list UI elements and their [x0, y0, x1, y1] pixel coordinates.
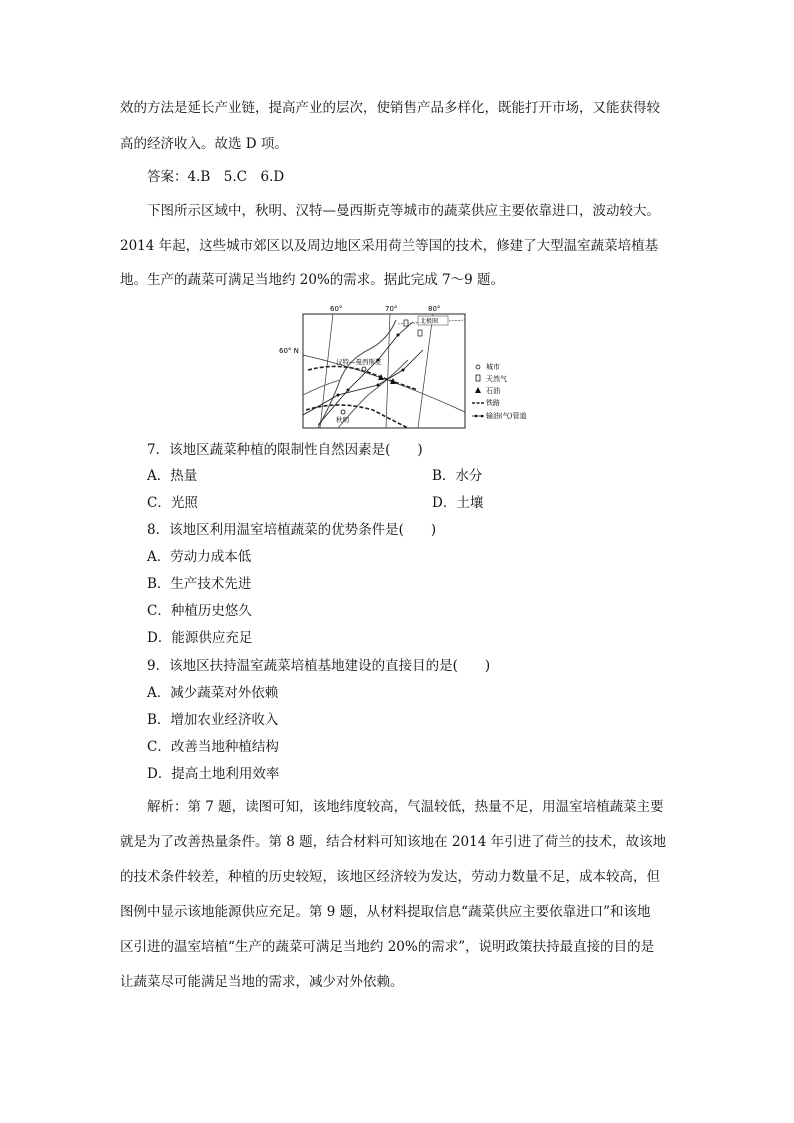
- legend-oil: 石油: [486, 387, 500, 395]
- analysis-line-1: 解析：第 7 题，读图可知，该地纬度较高，气温较低，热量不足，用温室培植蔬菜主要: [147, 799, 664, 815]
- legend-rail: 铁路: [486, 399, 500, 407]
- intro-line-1: 效的方法是延长产业链，提高产业的层次，使销售产品多样化，既能打开市场，又能获得较: [120, 100, 660, 116]
- city-khanty-mansiysk-marker: [362, 367, 366, 371]
- analysis-line-4: 图例中显示该地能源供应充足。第 9 题，从材料提取信息“蔬菜供应主要依靠进口”和该地: [120, 904, 651, 920]
- question-8-option-b: B．生产技术先进: [147, 576, 252, 592]
- lon-label-60: 60°: [330, 305, 343, 313]
- question-8-option-c: C．种植历史悠久: [147, 603, 252, 619]
- legend-gas: 天然气: [486, 375, 507, 383]
- lon-label-70: 70°: [385, 305, 398, 313]
- analysis-line-3: 的技术条件较差，种植的历史较短，该地区经济较为发达，劳动力数量不足，成本较高，但: [120, 869, 660, 885]
- material-line-3: 地。生产的蔬菜可满足当地约 20%的需求。据此完成 7～9 题。: [120, 272, 505, 288]
- legend-pipeline: 输油(气)管道: [486, 412, 527, 420]
- previous-answers: 答案：4.B 5.C 6.D: [147, 169, 285, 185]
- question-7-option-d: D．土壤: [432, 495, 484, 511]
- city-tyumen-marker: [341, 410, 345, 414]
- question-7-option-c: C．光照: [147, 495, 198, 511]
- question-9-stem: 9．该地区扶持温室蔬菜培植基地建设的直接目的是( ): [147, 658, 491, 674]
- gas-marker-1: [404, 320, 408, 326]
- arctic-circle-label: 北极圈: [420, 318, 439, 325]
- legend-city: 城市: [486, 363, 500, 371]
- material-line-2: 2014 年起，这些城市郊区以及周边地区采用荷兰等国的技术，修建了大型温室蔬菜培植基: [120, 238, 659, 254]
- question-7-option-b: B．水分: [432, 468, 483, 484]
- map-svg: [278, 300, 548, 430]
- gas-marker-2: [418, 330, 422, 336]
- city-tyumen-label: 秋明: [336, 416, 349, 424]
- material-line-1: 下图所示区域中，秋明、汉特—曼西斯克等城市的蔬菜供应主要依靠进口，波动较大。: [147, 203, 660, 219]
- city-khanty-mansiysk-label: 汉特—曼西斯克: [336, 358, 382, 366]
- question-9-option-a: A．减少蔬菜对外依赖: [147, 685, 279, 701]
- question-8-option-a: A．劳动力成本低: [147, 549, 252, 565]
- question-7-option-a: A．热量: [147, 468, 198, 484]
- question-9-option-b: B．增加农业经济收入: [147, 712, 279, 728]
- lat-label-60n: 60° N: [279, 347, 299, 355]
- question-9-option-d: D．提高土地利用效率: [147, 766, 280, 782]
- question-7-stem: 7．该地区蔬菜种植的限制性自然因素是( ): [147, 442, 423, 458]
- lon-label-80: 80°: [428, 305, 441, 313]
- map-legend: [472, 362, 526, 420]
- question-8-option-d: D．能源供应充足: [147, 630, 253, 646]
- analysis-line-2: 就是为了改善热量条件。第 8 题，结合材料可知该地在 2014 年引进了荷兰的技术，故该地: [120, 834, 667, 850]
- intro-line-2: 高的经济收入。故选 D 项。: [120, 136, 288, 152]
- question-9-option-c: C．改善当地种植结构: [147, 739, 279, 755]
- question-8-stem: 8．该地区利用温室培植蔬菜的优势条件是( ): [147, 522, 437, 538]
- analysis-line-5: 区引进的温室培植“生产的蔬菜可满足当地约 20%的需求”，说明政策扶持最直接的目的是: [120, 939, 655, 955]
- region-map: [278, 300, 548, 430]
- analysis-line-6: 让蔬菜尽可能满足当地的需求，减少对外依赖。: [120, 974, 404, 990]
